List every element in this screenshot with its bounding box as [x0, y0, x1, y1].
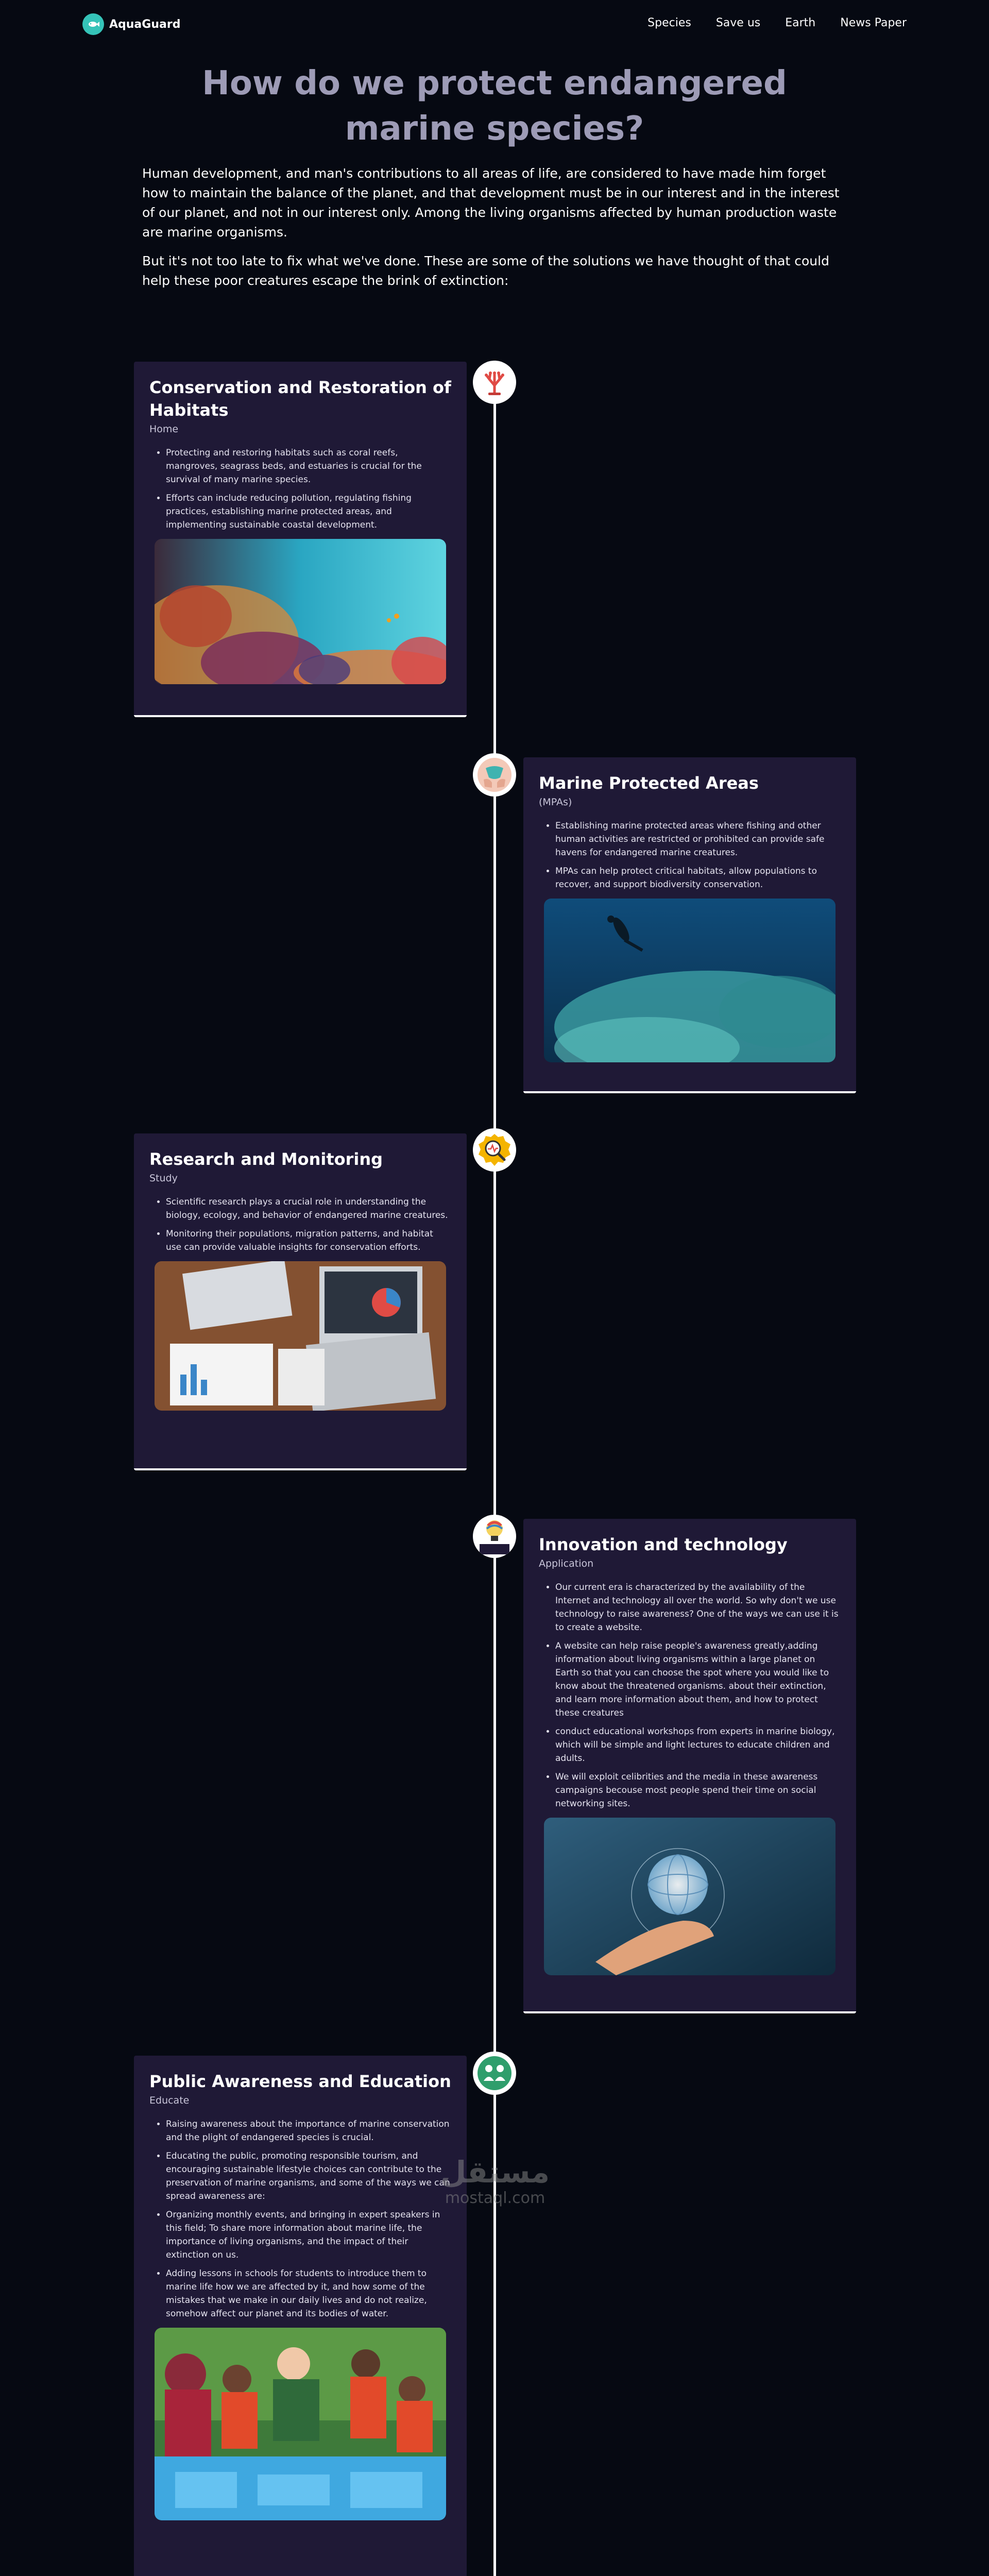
list-item: • Our current era is characterized by the availability of the Internet and technology all over the world. So why don't we use technology to raise awareness? One of the ways we can use it is to create a website. [555, 1581, 841, 1634]
card-title: Research and Monitoring [149, 1149, 383, 1169]
hands-water-icon [473, 753, 516, 796]
list-item: • MPAs can help protect critical habitats, allow populations to recover, and support biodiversity conservation. [555, 865, 841, 891]
timeline-card-research [134, 1133, 467, 1470]
list-item: • Raising awareness about the importance of marine conservation and the plight of endangered species is crucial. [166, 2117, 451, 2144]
card-subtitle: Home [149, 423, 179, 435]
card-list [166, 1195, 451, 1254]
watermark [431, 2151, 559, 2210]
nav-link-news-paper[interactable]: News Paper [840, 16, 907, 29]
card-title: Conservation and Restoration of Habitats [149, 378, 451, 420]
mostaql-watermark-logo [431, 2151, 559, 2208]
list-item: • Educating the public, promoting responsible tourism, and encouraging sustainable lifestyle choices can contribute to the preservation of marine organisms, and some of the ways we can spread awareness are: [166, 2149, 451, 2203]
page-title: How do we protect endangered marine species? [202, 64, 787, 148]
fish-logo-icon [82, 13, 104, 35]
card-list [166, 2117, 451, 2320]
list-item: • conduct educational workshops from experts in marine biology, which will be simple and light lectures to educate children and adults. [555, 1725, 841, 1765]
diver-coral-image [544, 899, 835, 1062]
svg-text:مستقل: مستقل [440, 2155, 550, 2190]
nav-link-save-us[interactable]: Save us [715, 16, 761, 29]
brand-name: AquaGuard [109, 18, 181, 31]
nav-link-species[interactable]: Species [647, 16, 691, 29]
list-item: • Protecting and restoring habitats such as coral reefs, mangroves, seagrass beds, and estuaries is crucial for the survival of many marine species. [166, 446, 451, 486]
coral-icon [473, 361, 516, 404]
card-list [166, 446, 451, 532]
nav-link-earth[interactable]: Earth [785, 16, 816, 29]
list-item: • Organizing monthly events, and bringing in expert speakers in this field; To share more information about marine life, the importance of living organisms, and the impact of their extinction on us. [166, 2208, 451, 2262]
intro-paragraph: Human development, and man's contributions to all areas of life, are considered to have made him forget how to maintain the balance of the planet, and that development must be in our interest and in the interest of our planet, and not in our interest only. Among the living organisms affected by human production waste are marine organisms. [142, 166, 840, 240]
people-icon [473, 2052, 516, 2095]
card-subtitle: (MPAs) [539, 796, 572, 808]
intro-paragraph-solutions: But it's not too late to fix what we've done. These are some of the solutions we have thought of that could help these poor creatures escape the brink of extinction: [142, 253, 829, 288]
list-item: • We will exploit celibrities and the media in these awareness campaigns becouse most people spend their time on social networking sites. [555, 1770, 841, 1810]
list-item: • Scientific research plays a crucial role in understanding the biology, ecology, and behavior of endangered marine creatures. [166, 1195, 451, 1222]
list-item: • Establishing marine protected areas where fishing and other human activities are restricted or prohibited can provide safe havens for endangered marine creatures. [555, 819, 841, 859]
card-subtitle: Study [149, 1173, 178, 1184]
card-list [555, 819, 841, 891]
research-desk-image [155, 1261, 446, 1411]
card-title: Marine Protected Areas [539, 773, 759, 793]
coral-reef-image [155, 539, 446, 684]
list-item: • Adding lessons in schools for students to introduce them to marine life how we are affected by it, and how some of the mistakes that we make in our daily lives and do not realize, somehow affect our planet and its bodies of water. [166, 2267, 451, 2320]
card-title: Innovation and technology [539, 1535, 788, 1554]
list-item: • Monitoring their populations, migration patterns, and habitat use can provide valuable insights for conservation efforts. [166, 1227, 451, 1254]
magnifier-icon [473, 1128, 516, 1172]
top-navigation [0, 0, 989, 48]
list-item: • Efforts can include reducing pollution, regulating fishing practices, establishing marine protected areas, and implementing sustainable coastal development. [166, 492, 451, 532]
timeline-line [493, 361, 496, 2576]
svg-text:mostaql.com: mostaql.com [445, 2189, 545, 2207]
list-item: • A website can help raise people's awareness greatly,adding information about living organisms within a large planet on Earth so that you can choose the spot where you would like to know about the threatened organisms. about their extinction, and learn more information about them, and how to protect these creatures [555, 1639, 841, 1720]
lightbulb-icon [473, 1515, 516, 1558]
students-aquarium-image [155, 2328, 446, 2520]
card-subtitle: Application [539, 1558, 594, 1569]
card-title: Public Awareness and Education [149, 2072, 451, 2091]
timeline-card-awareness [134, 2056, 467, 2576]
brand[interactable] [82, 13, 180, 35]
timeline-card-habitats [134, 362, 467, 717]
card-subtitle: Educate [149, 2095, 190, 2106]
card-list [555, 1581, 841, 1810]
globe-hand-image [544, 1818, 835, 1975]
nav-links [647, 16, 907, 29]
timeline-card-innovation [523, 1519, 856, 2013]
timeline-card-mpas [523, 757, 856, 1093]
